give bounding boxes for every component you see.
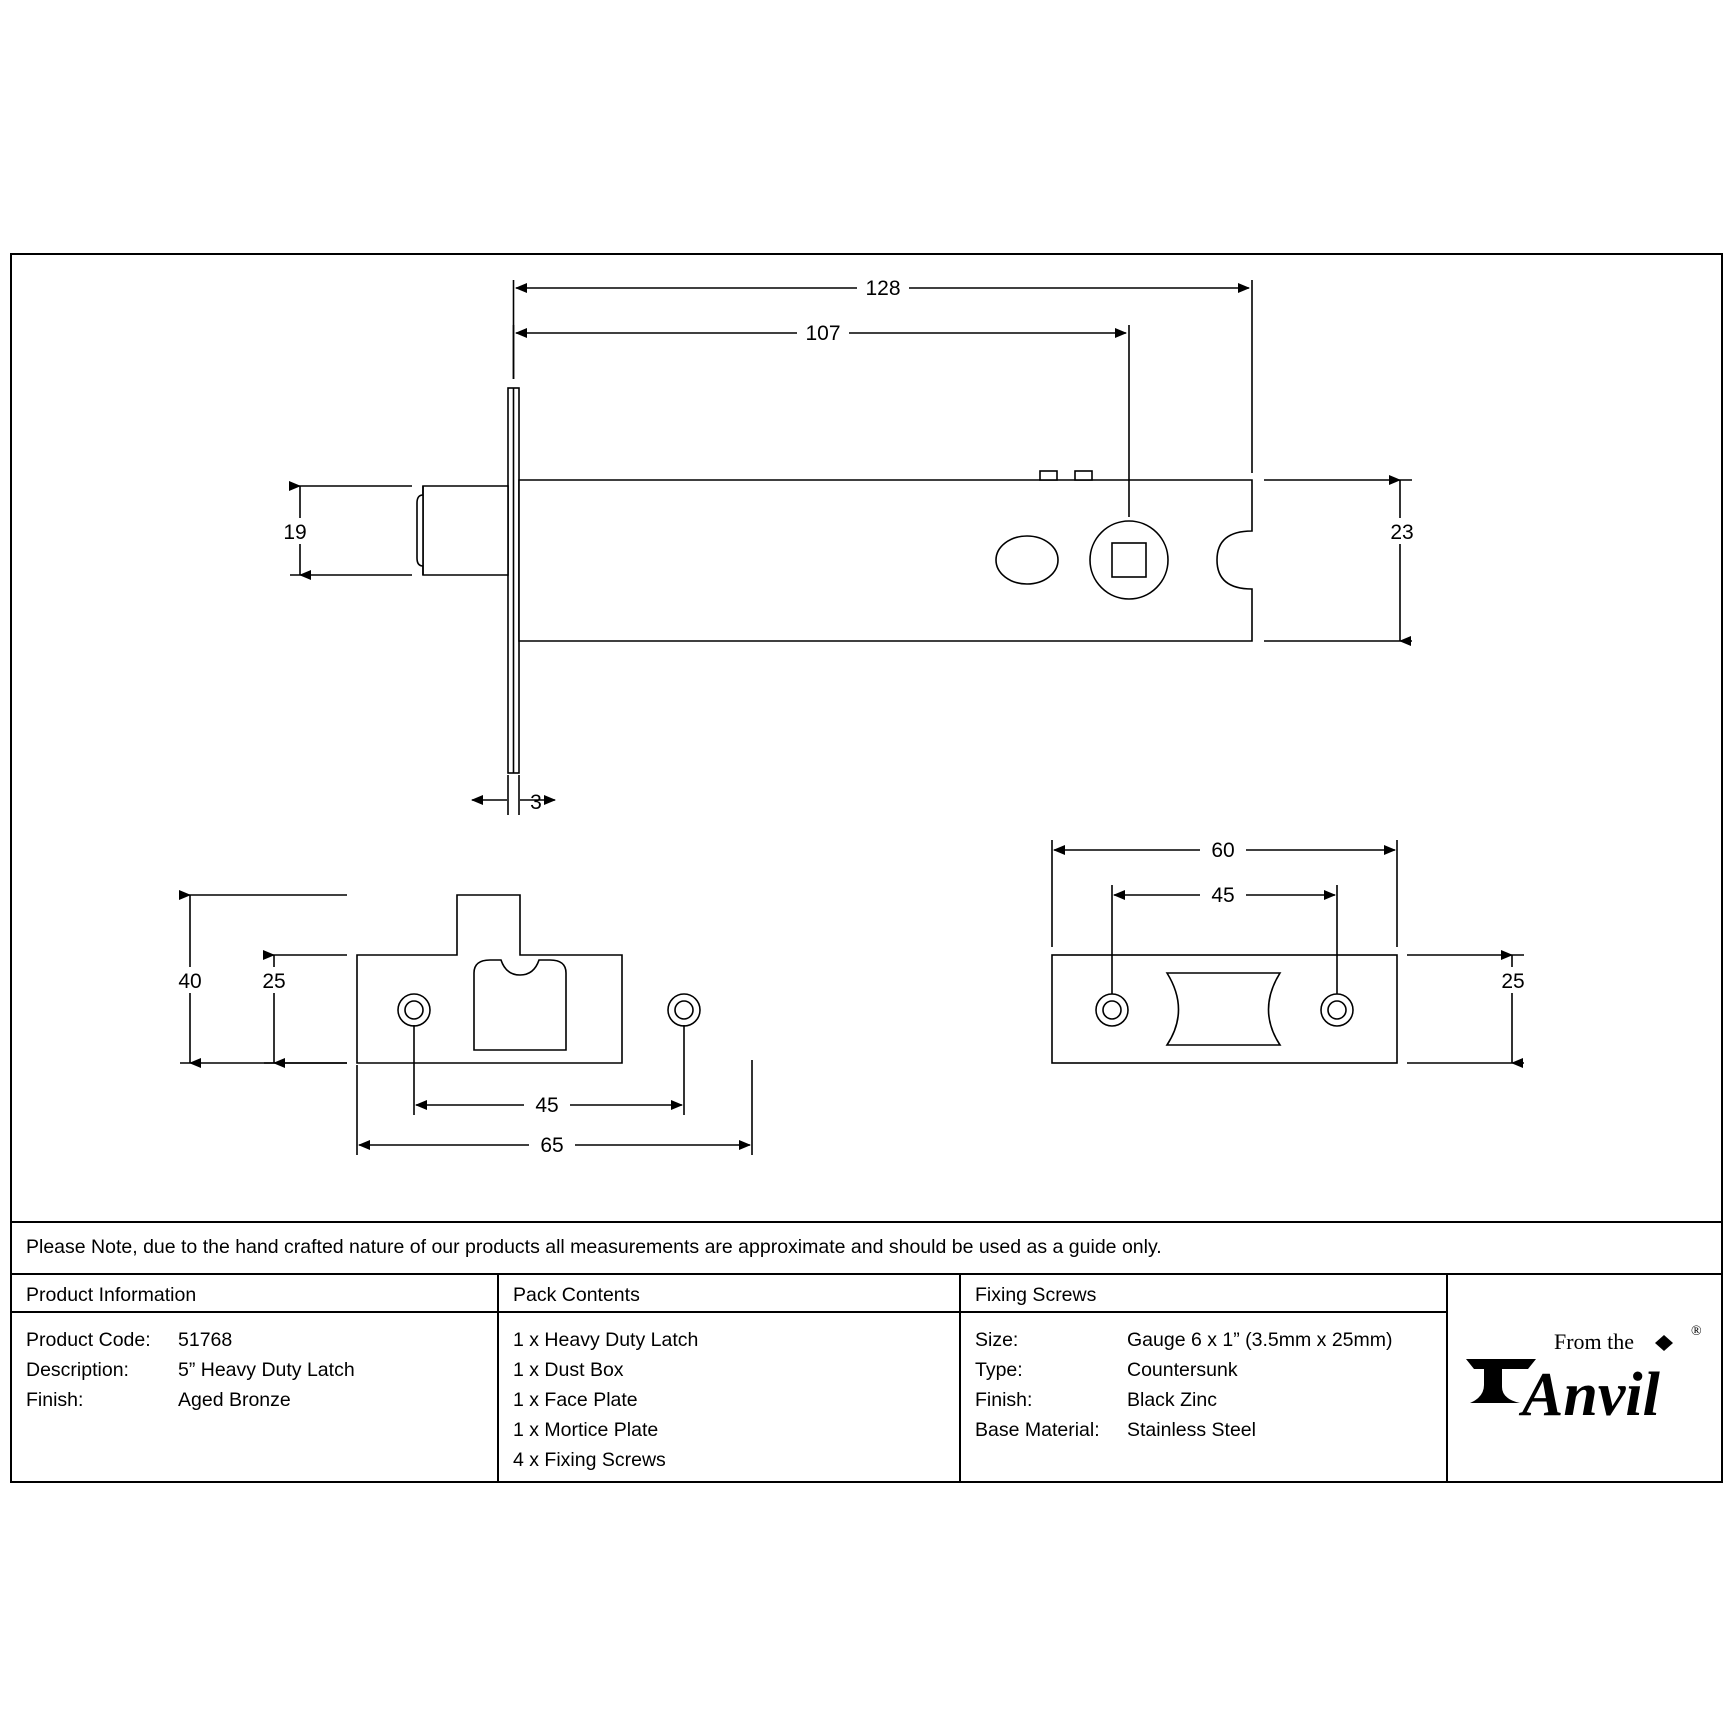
- list-item: 1 x Heavy Duty Latch: [513, 1329, 699, 1351]
- screw-finish-label: Finish:: [975, 1389, 1033, 1411]
- screw-finish-value: Black Zinc: [1127, 1389, 1217, 1411]
- list-item: 1 x Face Plate: [513, 1389, 638, 1411]
- finish-value: Aged Bronze: [178, 1389, 291, 1411]
- screw-size-value: Gauge 6 x 1” (3.5mm x 25mm): [1127, 1329, 1393, 1351]
- description-label: Description:: [26, 1359, 129, 1381]
- table-row: [26, 1325, 497, 1355]
- dimension-45-strike: 45: [1211, 884, 1235, 907]
- logo-line1: From the: [1554, 1329, 1635, 1354]
- fixing-screws-body: [961, 1313, 1446, 1445]
- screw-base-material-label: Base Material:: [975, 1419, 1100, 1441]
- screw-size-label: Size:: [975, 1329, 1019, 1351]
- list-item: 1 x Dust Box: [513, 1359, 624, 1381]
- dimension-128: 128: [865, 277, 901, 300]
- pack-contents-body: [499, 1313, 959, 1475]
- list-item: 1 x Mortice Plate: [513, 1419, 659, 1441]
- information-table: [12, 1273, 1721, 1483]
- dimension-25-dustbox: 25: [262, 970, 286, 993]
- measurement-note-row: [12, 1221, 1721, 1273]
- screw-type-value: Countersunk: [1127, 1359, 1238, 1381]
- dimension-40: 40: [178, 970, 202, 993]
- list-item: 4 x Fixing Screws: [513, 1449, 666, 1471]
- dimension-19: 19: [283, 521, 307, 544]
- description-value: 5” Heavy Duty Latch: [178, 1359, 355, 1381]
- product-code-label: Product Code:: [26, 1329, 151, 1351]
- screw-type-label: Type:: [975, 1359, 1023, 1381]
- table-row: [26, 1385, 497, 1415]
- drawing-area: [12, 255, 1721, 1221]
- finish-label: Finish:: [26, 1389, 84, 1411]
- fixing-screws-heading: Fixing Screws: [961, 1275, 1446, 1313]
- dimension-25-strike: 25: [1501, 970, 1525, 993]
- brand-logo: [1448, 1275, 1721, 1483]
- table-row: [26, 1355, 497, 1385]
- dimension-107: 107: [805, 322, 841, 345]
- brand-logo-column: [1448, 1275, 1721, 1483]
- product-information-column: [12, 1275, 499, 1483]
- product-information-heading: Product Information: [12, 1275, 497, 1313]
- table-row: [975, 1385, 1446, 1415]
- logo-line2: Anvil: [1522, 1361, 1660, 1429]
- table-row: [975, 1355, 1446, 1385]
- dimension-60: 60: [1211, 839, 1235, 862]
- dimension-65: 65: [540, 1134, 564, 1157]
- measurement-note: Please Note, due to the hand crafted nature of our products all measurements are approximate and should be used as a guide only.: [26, 1236, 1162, 1259]
- pack-contents-heading: Pack Contents: [499, 1275, 959, 1313]
- screw-base-material-value: Stainless Steel: [1127, 1419, 1256, 1441]
- dimension-3: 3: [530, 791, 542, 814]
- product-code-value: 51768: [178, 1329, 233, 1351]
- table-row: [975, 1415, 1446, 1445]
- fixing-screws-column: [961, 1275, 1448, 1483]
- pack-contents-column: [499, 1275, 961, 1483]
- logo-registered-mark: ®: [1691, 1324, 1702, 1339]
- product-information-body: [12, 1313, 497, 1415]
- dimension-45-dustbox: 45: [535, 1094, 559, 1117]
- table-row: [975, 1325, 1446, 1355]
- technical-drawing-sheet: [10, 253, 1723, 1483]
- dimension-23: 23: [1390, 521, 1414, 544]
